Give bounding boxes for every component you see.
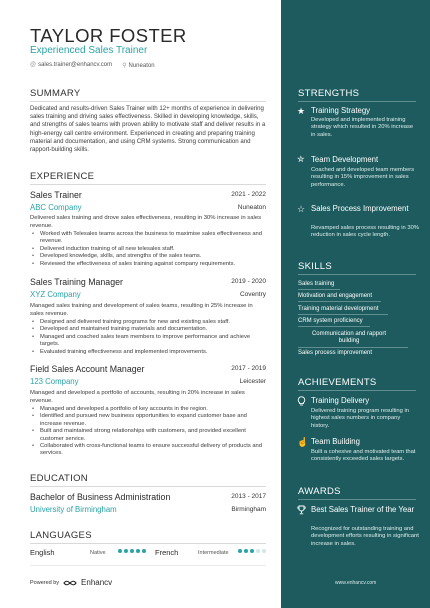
job-title: Field Sales Account Manager bbox=[30, 364, 145, 374]
achievement-desc: Delivered training program resulting in highest sales numbers in company history. bbox=[311, 408, 409, 429]
rating-dot bbox=[238, 549, 242, 553]
rating-dot bbox=[256, 549, 260, 553]
skill-underline bbox=[298, 289, 340, 290]
rating-dot bbox=[244, 549, 248, 553]
strengths-divider bbox=[298, 101, 416, 102]
skill-underline bbox=[298, 301, 381, 302]
email-text: sales.trainer@enhancv.com bbox=[38, 62, 113, 68]
job-bullets bbox=[40, 319, 266, 356]
experience-divider bbox=[30, 184, 266, 185]
strength-title: Team Development bbox=[311, 155, 379, 164]
rating-dot bbox=[136, 549, 140, 553]
achievements-divider bbox=[298, 390, 416, 391]
rating-dot bbox=[118, 549, 122, 553]
summary-text: Dedicated and results-driven Sales Trainer with 12+ months of experience in delivering sales training and driving sales effectiveness. Skilled in developing knowledge, skills, and strengths of sales teams with proven ability to motivate staff and deliver results in a high-energy call centre environment. Experienced in creating and preparing training material and documentation, and using CRM systems. Strong communication and rapport-building skills. bbox=[30, 105, 266, 154]
bullet-item: • Designed and delivered training programs for new and existing sales staff. bbox=[40, 319, 266, 326]
job-description: Managed and developed a portfolio of accounts, resulting in 20% increase in sales revenue. bbox=[30, 390, 245, 404]
school-name: University of Birmingham bbox=[30, 505, 117, 514]
trophy-icon bbox=[297, 505, 306, 517]
skill-tag: Training material development bbox=[298, 306, 379, 312]
bullet-item: • Evaluated training effectiveness and implemented improvements. bbox=[40, 349, 266, 356]
candidate-role: Experienced Sales Trainer bbox=[30, 45, 148, 56]
job-title: Sales Training Manager bbox=[30, 277, 123, 287]
bulb-icon bbox=[297, 396, 306, 408]
star-outline-icon: ☆ bbox=[297, 204, 306, 214]
job-company: 123 Company bbox=[30, 377, 79, 386]
summary-divider bbox=[30, 101, 266, 102]
strength-title: Sales Process Improvement bbox=[311, 204, 409, 213]
award-desc: Recognized for outstanding training and development efforts resulting in significant increase in sales. bbox=[311, 526, 419, 547]
contact-row bbox=[30, 62, 155, 69]
achievement-desc: Built a cohesive and motivated team that consistently exceeded sales targets. bbox=[311, 449, 416, 463]
star-sparkle-icon: ✮ bbox=[297, 154, 305, 164]
email-item[interactable] bbox=[30, 62, 112, 69]
strength-title: Training Strategy bbox=[311, 106, 371, 115]
education-dates: 2013 - 2017 bbox=[231, 493, 266, 500]
skills-divider bbox=[298, 274, 416, 275]
language-name: English bbox=[30, 548, 55, 557]
skill-tag: CRM system proficiency bbox=[298, 318, 363, 324]
job-bullets bbox=[40, 406, 266, 458]
language-rating bbox=[118, 549, 146, 553]
experience-heading: EXPERIENCE bbox=[30, 171, 95, 182]
strength-desc: Coached and developed team members resulting in 15% improvement in sales performance. bbox=[311, 167, 415, 188]
language-level: Intermediate bbox=[198, 550, 229, 556]
job-bullets bbox=[40, 231, 266, 268]
pin-icon: ⚲ bbox=[122, 63, 127, 69]
achievements-heading: ACHIEVEMENTS bbox=[298, 377, 377, 388]
bullet-item: • Collaborated with cross-functional teams to ensure successful delivery of products and services. bbox=[40, 443, 266, 458]
candidate-name: TAYLOR FOSTER bbox=[30, 25, 187, 46]
skill-tag: Motivation and engagement bbox=[298, 293, 373, 299]
language-rating bbox=[238, 549, 266, 553]
award-title: Best Sales Trainer of the Year bbox=[311, 505, 415, 514]
skill-underline bbox=[298, 314, 388, 315]
bullet-item: • Reviewed the effectiveness of sales training against company requirements. bbox=[40, 261, 266, 268]
thumbs-up-icon: ☝ bbox=[297, 437, 309, 447]
job-title: Sales Trainer bbox=[30, 190, 82, 200]
skill-tag: Sales process improvement bbox=[298, 350, 373, 356]
skills-heading: SKILLS bbox=[298, 261, 333, 272]
bullet-item: • Built and maintained strong relationships with customers, and provided excellent customer service. bbox=[40, 428, 266, 443]
skill-underline bbox=[298, 326, 370, 327]
summary-heading: SUMMARY bbox=[30, 88, 81, 99]
education-heading: EDUCATION bbox=[30, 473, 88, 484]
star-icon: ★ bbox=[297, 106, 306, 116]
bullet-item: • Worked with Telesales teams across the business to maximise sales effectiveness and revenue. bbox=[40, 231, 266, 246]
languages-heading: LANGUAGES bbox=[30, 530, 92, 541]
bullet-item: • Managed and developed a portfolio of key accounts in the region. bbox=[40, 406, 266, 413]
rating-dot bbox=[250, 549, 254, 553]
job-description: Delivered sales training and drove sales effectiveness, resulting in 30% increase in sales revenue. bbox=[30, 215, 262, 229]
rating-dot bbox=[142, 549, 146, 553]
footer-url[interactable]: www.enhancv.com bbox=[335, 580, 377, 586]
job-dates: 2017 - 2019 bbox=[231, 365, 266, 372]
bullet-item: • Managed and coached sales team members to improve performance and achieve targets. bbox=[40, 334, 266, 349]
strength-desc: Revamped sales process resulting in 30% reduction in sales cycle length. bbox=[311, 225, 419, 239]
language-name: French bbox=[155, 548, 179, 557]
bullet-item: • Identified and pursued new business opportunities to expand customer base and increase revenue. bbox=[40, 413, 266, 428]
job-dates: 2021 - 2022 bbox=[231, 191, 266, 198]
job-description: Managed sales training and development of sales teams, resulting in 25% increase in sales revenue. bbox=[30, 303, 253, 317]
language-level: Native bbox=[90, 550, 106, 556]
location-item bbox=[122, 62, 154, 69]
language-divider bbox=[30, 565, 266, 566]
location-text: Nuneaton bbox=[128, 63, 155, 69]
powered-by-text: Powered by bbox=[30, 579, 60, 586]
bullet-item: • Developed knowledge, skills, and strengths of the sales teams. bbox=[40, 253, 266, 260]
school-location: Birmingham bbox=[231, 506, 266, 513]
awards-heading: AWARDS bbox=[298, 486, 341, 497]
job-company: XYZ Company bbox=[30, 290, 81, 299]
rating-dot bbox=[262, 549, 266, 553]
strengths-heading: STRENGTHS bbox=[298, 88, 360, 99]
footer-brand bbox=[30, 578, 112, 587]
strength-desc: Developed and implemented training strategy which resulted in 20% increase in sales. bbox=[311, 117, 414, 138]
enhancv-logo-icon bbox=[63, 579, 77, 587]
languages-divider bbox=[30, 543, 266, 544]
awards-divider bbox=[298, 499, 416, 500]
brand-name: Enhancv bbox=[81, 578, 113, 587]
job-location: Nuneaton bbox=[237, 204, 266, 211]
achievement-title: Team Building bbox=[311, 437, 360, 446]
skill-tag: Communication and rapport building bbox=[311, 331, 387, 345]
rating-dot bbox=[124, 549, 128, 553]
achievement-title: Training Delivery bbox=[311, 396, 370, 405]
bullet-item: • Delivered induction training of all new telesales staff. bbox=[40, 246, 266, 253]
education-divider bbox=[30, 486, 266, 487]
job-location: Coventry bbox=[239, 291, 266, 298]
job-company: ABC Company bbox=[30, 203, 82, 212]
bullet-item: • Developed and maintained training materials and documentation. bbox=[40, 326, 266, 333]
skill-underline bbox=[298, 347, 408, 348]
at-icon: @ bbox=[30, 62, 37, 68]
job-dates: 2019 - 2020 bbox=[231, 278, 266, 285]
job-location: Leicester bbox=[239, 378, 266, 385]
degree-title: Bachelor of Business Administration bbox=[30, 492, 171, 502]
skill-tag: Sales training bbox=[298, 281, 335, 287]
rating-dot bbox=[130, 549, 134, 553]
